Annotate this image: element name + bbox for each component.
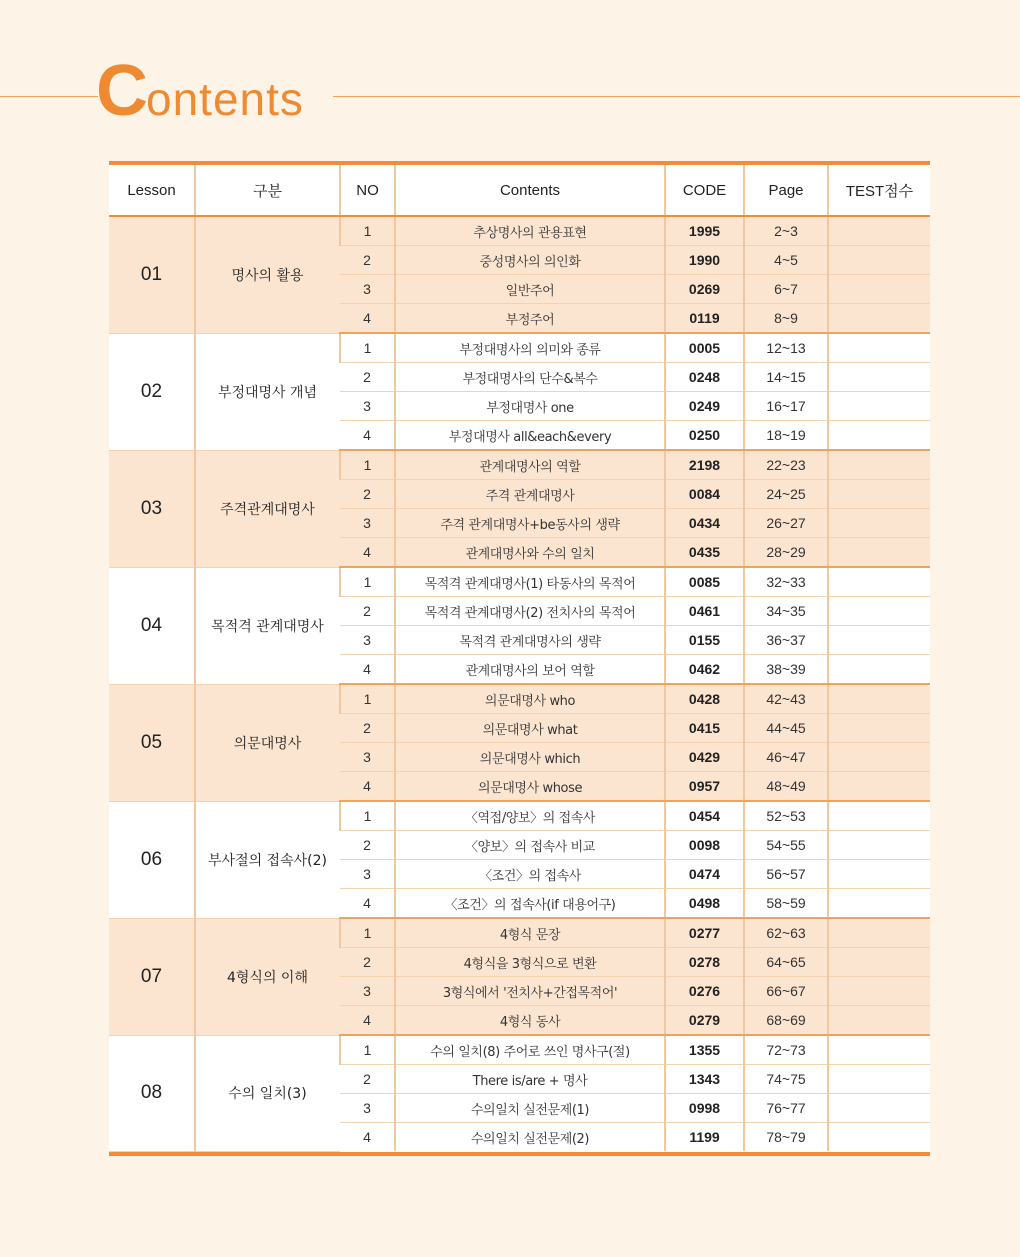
row-test-score-cell	[828, 538, 930, 568]
row-number-cell: 2	[340, 831, 395, 860]
row-page-cell: 56~57	[744, 860, 828, 889]
row-number-cell: 3	[340, 743, 395, 772]
row-number-cell: 2	[340, 1065, 395, 1094]
page-title-initial: C	[96, 51, 146, 131]
row-number-cell: 1	[340, 1035, 395, 1065]
row-page-cell: 32~33	[744, 567, 828, 597]
row-code-cell: 1995	[665, 216, 744, 246]
row-code-cell: 0250	[665, 421, 744, 451]
row-page-cell: 38~39	[744, 655, 828, 685]
row-contents-cell: 추상명사의 관용표현	[395, 216, 665, 246]
row-number-cell: 3	[340, 626, 395, 655]
row-number-cell: 2	[340, 363, 395, 392]
row-contents-cell: 〈역접/양보〉의 접속사	[395, 801, 665, 831]
row-contents-cell: 부정주어	[395, 304, 665, 334]
row-page-cell: 58~59	[744, 889, 828, 919]
lesson-number-cell: 07	[109, 918, 195, 1035]
row-test-score-cell	[828, 889, 930, 919]
row-contents-cell: 〈양보〉의 접속사 비교	[395, 831, 665, 860]
row-page-cell: 66~67	[744, 977, 828, 1006]
table-row	[109, 333, 930, 363]
row-code-cell: 0269	[665, 275, 744, 304]
row-code-cell: 0498	[665, 889, 744, 919]
table-row	[109, 216, 930, 246]
row-code-cell: 0249	[665, 392, 744, 421]
row-test-score-cell	[828, 392, 930, 421]
row-contents-cell: 중성명사의 의인화	[395, 246, 665, 275]
row-test-score-cell	[828, 655, 930, 685]
row-contents-cell: 목적격 관계대명사(1) 타동사의 목적어	[395, 567, 665, 597]
row-number-cell: 1	[340, 450, 395, 480]
row-number-cell: 1	[340, 567, 395, 597]
row-test-score-cell	[828, 509, 930, 538]
row-contents-cell: 〈조건〉의 접속사(if 대용어구)	[395, 889, 665, 919]
row-page-cell: 4~5	[744, 246, 828, 275]
lesson-number-cell: 03	[109, 450, 195, 567]
row-page-cell: 6~7	[744, 275, 828, 304]
contents-table	[109, 165, 930, 1152]
table-row	[109, 684, 930, 714]
row-number-cell: 4	[340, 538, 395, 568]
lesson-number-cell: 02	[109, 333, 195, 450]
row-test-score-cell	[828, 275, 930, 304]
row-number-cell: 4	[363, 1129, 371, 1145]
row-contents-cell: 주격 관계대명사+be동사의 생략	[395, 509, 665, 538]
row-code-cell: 0998	[665, 1094, 744, 1123]
row-code-cell: 2198	[665, 450, 744, 480]
row-test-score-cell	[828, 1065, 930, 1094]
row-contents-cell: 수의일치 실전문제(2)	[395, 1123, 665, 1152]
lesson-category-cell: 의문대명사	[195, 684, 340, 801]
row-code-cell: 0278	[665, 948, 744, 977]
row-code-cell: 0435	[665, 538, 744, 568]
row-number-cell: 4	[340, 772, 395, 802]
column-header-category: 구분	[195, 165, 340, 216]
row-test-score-cell	[828, 626, 930, 655]
row-test-score-cell	[828, 714, 930, 743]
row-test-score-cell	[828, 246, 930, 275]
row-number-cell: 4	[340, 304, 395, 334]
row-code-cell: 1990	[665, 246, 744, 275]
row-contents-cell: There is/are + 명사	[395, 1065, 665, 1094]
row-code-cell: 1343	[665, 1065, 744, 1094]
row-page-cell: 34~35	[744, 597, 828, 626]
row-test-score-cell	[828, 918, 930, 948]
row-contents-cell: 관계대명사의 역할	[395, 450, 665, 480]
lesson-number-cell: 04	[109, 567, 195, 684]
row-contents-cell: 의문대명사 which	[395, 743, 665, 772]
row-page-cell: 62~63	[744, 918, 828, 948]
row-code-cell: 0474	[665, 860, 744, 889]
row-contents-cell: 4형식 동사	[395, 1006, 665, 1036]
row-number-cell: 1	[340, 684, 395, 714]
lesson-number-cell: 01	[109, 216, 195, 333]
row-contents-cell: 의문대명사 who	[395, 684, 665, 714]
row-code-cell: 0085	[665, 567, 744, 597]
row-code-cell: 0084	[665, 480, 744, 509]
row-page-cell: 72~73	[744, 1035, 828, 1065]
row-number-cell: 4	[340, 889, 395, 919]
row-number-cell: 1	[340, 333, 395, 363]
row-code-cell: 0279	[665, 1006, 744, 1036]
row-contents-cell: 수의일치 실전문제(1)	[395, 1094, 665, 1123]
column-header-test-score: TEST점수	[828, 165, 930, 216]
row-page-cell: 68~69	[744, 1006, 828, 1036]
row-test-score-cell	[828, 1094, 930, 1123]
lesson-number-cell: 06	[109, 801, 195, 918]
row-number-cell: 2	[340, 480, 395, 509]
row-page-cell: 64~65	[744, 948, 828, 977]
row-test-score-cell	[828, 567, 930, 597]
table-row	[109, 801, 930, 831]
row-contents-cell: 부정대명사의 의미와 종류	[395, 333, 665, 363]
row-page-cell: 48~49	[744, 772, 828, 802]
row-test-score-cell	[828, 801, 930, 831]
row-code-cell: 0248	[665, 363, 744, 392]
column-header-lesson: Lesson	[109, 165, 195, 216]
lesson-category-cell: 부정대명사 개념	[195, 333, 340, 450]
row-page-cell: 28~29	[744, 538, 828, 568]
row-code-cell: 0461	[665, 597, 744, 626]
row-contents-cell: 목적격 관계대명사(2) 전치사의 목적어	[395, 597, 665, 626]
row-code-cell: 0428	[665, 684, 744, 714]
row-contents-cell: 관계대명사의 보어 역할	[395, 655, 665, 685]
row-page-cell: 2~3	[744, 216, 828, 246]
row-code-cell: 0434	[665, 509, 744, 538]
row-page-cell: 16~17	[744, 392, 828, 421]
row-page-cell: 78~79	[744, 1123, 828, 1152]
row-test-score-cell	[828, 684, 930, 714]
table-header	[109, 165, 930, 216]
row-contents-cell: 3형식에서 '전치사+간접목적어'	[395, 977, 665, 1006]
row-test-score-cell	[828, 977, 930, 1006]
row-page-cell: 24~25	[744, 480, 828, 509]
column-header-code: CODE	[665, 165, 744, 216]
row-number-cell: 1	[340, 918, 395, 948]
lesson-category-cell: 주격관계대명사	[195, 450, 340, 567]
row-number-cell: 2	[340, 948, 395, 977]
row-contents-cell: 〈조건〉의 접속사	[395, 860, 665, 889]
column-header-contents: Contents	[395, 165, 665, 216]
lesson-category-cell: 4형식의 이해	[195, 918, 340, 1035]
row-test-score-cell	[828, 948, 930, 977]
row-test-score-cell	[828, 333, 930, 363]
row-code-cell: 0155	[665, 626, 744, 655]
row-page-cell: 12~13	[744, 333, 828, 363]
row-code-cell: 0429	[665, 743, 744, 772]
table-row	[109, 918, 930, 948]
row-test-score-cell	[828, 860, 930, 889]
row-number-cell: 3	[340, 392, 395, 421]
row-code-cell: 0454	[665, 801, 744, 831]
contents-table-wrapper	[109, 161, 930, 1156]
row-test-score-cell	[828, 421, 930, 451]
row-test-score-cell	[828, 1035, 930, 1065]
row-test-score-cell	[828, 363, 930, 392]
page-title	[96, 51, 304, 131]
row-contents-cell: 의문대명사 whose	[395, 772, 665, 802]
row-test-score-cell	[828, 597, 930, 626]
row-number-cell: 3	[340, 1094, 395, 1123]
lesson-category-cell: 부사절의 접속사(2)	[195, 801, 340, 918]
row-contents-cell: 주격 관계대명사	[395, 480, 665, 509]
table-row	[109, 450, 930, 480]
table-row	[109, 567, 930, 597]
table-row	[109, 1035, 930, 1065]
row-test-score-cell	[828, 1006, 930, 1036]
row-code-cell: 0415	[665, 714, 744, 743]
page-title-rest: ontents	[146, 73, 304, 125]
lesson-number-cell: 05	[109, 684, 195, 801]
row-code-cell: 0276	[665, 977, 744, 1006]
row-contents-cell: 부정대명사 all&each&every	[395, 421, 665, 451]
row-test-score-cell	[828, 304, 930, 334]
row-page-cell: 22~23	[744, 450, 828, 480]
row-page-cell: 54~55	[744, 831, 828, 860]
row-number-cell: 3	[340, 860, 395, 889]
row-code-cell: 1355	[665, 1035, 744, 1065]
row-page-cell: 76~77	[744, 1094, 828, 1123]
row-page-cell: 18~19	[744, 421, 828, 451]
row-contents-cell: 일반주어	[395, 275, 665, 304]
row-test-score-cell	[828, 480, 930, 509]
row-number-cell: 2	[340, 246, 395, 275]
lesson-number-cell: 08	[109, 1035, 195, 1151]
row-contents-cell: 부정대명사 one	[395, 392, 665, 421]
row-code-cell: 1199	[665, 1123, 744, 1152]
row-number-cell: 4	[340, 655, 395, 685]
lesson-category-cell: 명사의 활용	[195, 216, 340, 333]
row-contents-cell: 부정대명사의 단수&복수	[395, 363, 665, 392]
row-page-cell: 74~75	[744, 1065, 828, 1094]
row-code-cell: 0462	[665, 655, 744, 685]
row-number-cell: 4	[340, 421, 395, 451]
row-contents-cell: 4형식을 3형식으로 변환	[395, 948, 665, 977]
row-number-cell: 3	[340, 509, 395, 538]
row-test-score-cell	[828, 1123, 930, 1152]
row-page-cell: 44~45	[744, 714, 828, 743]
row-page-cell: 36~37	[744, 626, 828, 655]
row-number-cell: 4	[340, 1006, 395, 1036]
header-row	[109, 165, 930, 216]
row-number-cell: 1	[340, 216, 395, 246]
row-number-cell: 3	[340, 275, 395, 304]
column-header-page: Page	[744, 165, 828, 216]
row-number-cell: 1	[340, 801, 395, 831]
row-contents-cell: 목적격 관계대명사의 생략	[395, 626, 665, 655]
row-contents-cell: 의문대명사 what	[395, 714, 665, 743]
row-page-cell: 52~53	[744, 801, 828, 831]
lesson-category-cell: 목적격 관계대명사	[195, 567, 340, 684]
row-test-score-cell	[828, 772, 930, 802]
row-code-cell: 0005	[665, 333, 744, 363]
row-code-cell: 0957	[665, 772, 744, 802]
row-number-cell: 3	[340, 977, 395, 1006]
column-header-no: NO	[340, 165, 395, 216]
table-body	[109, 216, 930, 1151]
row-number-cell: 2	[340, 714, 395, 743]
row-page-cell: 26~27	[744, 509, 828, 538]
row-contents-cell: 수의 일치(8) 주어로 쓰인 명사구(절)	[395, 1035, 665, 1065]
row-contents-cell: 4형식 문장	[395, 918, 665, 948]
row-test-score-cell	[828, 216, 930, 246]
lesson-category-cell: 수의 일치(3)	[195, 1035, 340, 1151]
title-rule-right	[333, 96, 1020, 97]
row-code-cell: 0119	[665, 304, 744, 334]
row-page-cell: 42~43	[744, 684, 828, 714]
row-test-score-cell	[828, 831, 930, 860]
row-page-cell: 14~15	[744, 363, 828, 392]
row-test-score-cell	[828, 450, 930, 480]
row-page-cell: 46~47	[744, 743, 828, 772]
title-rule-left	[0, 96, 98, 97]
row-code-cell: 0098	[665, 831, 744, 860]
row-code-cell: 0277	[665, 918, 744, 948]
row-number-cell: 2	[340, 597, 395, 626]
row-page-cell: 8~9	[744, 304, 828, 334]
row-contents-cell: 관계대명사와 수의 일치	[395, 538, 665, 568]
row-test-score-cell	[828, 743, 930, 772]
